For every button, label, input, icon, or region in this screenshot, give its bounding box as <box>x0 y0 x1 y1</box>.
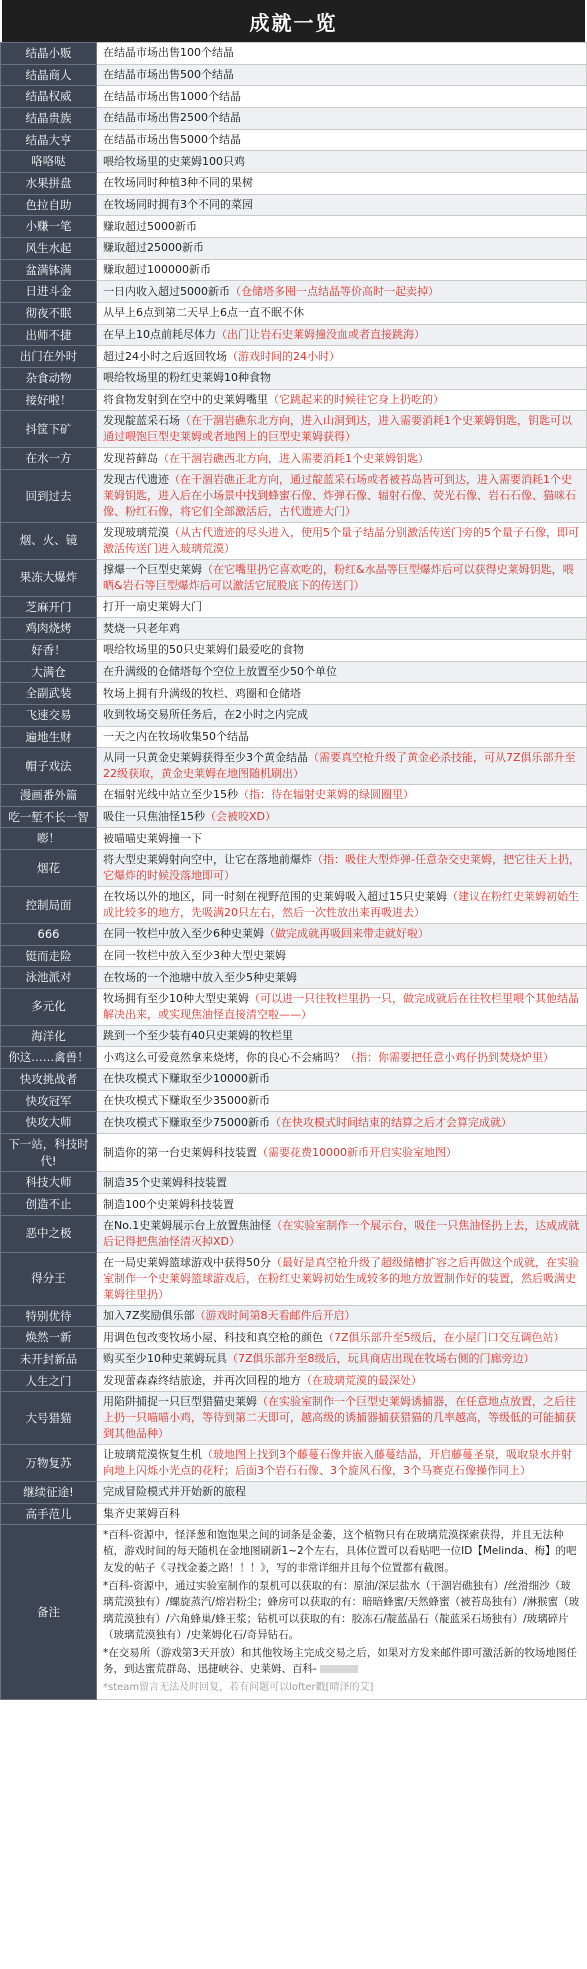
achievement-name: 结晶贵族 <box>1 108 97 130</box>
achievement-row <box>1 324 587 346</box>
achievement-desc <box>97 469 587 522</box>
achievement-row <box>1 748 587 785</box>
achievement-name: 你这……禽兽！ <box>1 1047 97 1069</box>
achievement-name: 风生水起 <box>1 238 97 260</box>
remark-cell <box>97 1525 587 1700</box>
achievement-requirement: 喂给牧场里的50只史莱姆们最爱吃的食物 <box>103 643 304 657</box>
achievement-row <box>1 86 587 108</box>
remark-line: *百科-资源中，通过实验室制作的泵机可以获取的有：原油/深层盐水（干涸岩礁独有）/丝滑细沙（玻璃荒漠独有）/螺旋蒸汽/熔岩粉尘；蜂房可以获取的有：暗暗蜂蜜/天然蜂蜜（被苔岛独有）/淋猴蜜（玻璃荒漠独有）/六角蜂巢/蜂王浆；钻机可以获取的有：胶冻石/靛蓝晶石（靛蓝采石场独有）/玻璃碎片（玻璃荒漠独有）/史莱姆化石/奇异钻石。 <box>103 1580 580 1641</box>
achievement-note: （可以进一只往牧栏里扔一只，做完成就后在往牧栏里喂个其他结晶解决出来，或实现焦油怪直接清空啦——） <box>103 991 579 1021</box>
achievement-name: 鸡肉烧烤 <box>1 618 97 640</box>
achievement-desc <box>97 173 587 195</box>
achievement-requirement: 在牧场以外的地区，同一时刻在视野范围的史莱姆吸入超过15只史莱姆 <box>103 890 447 903</box>
achievement-requirement: 在快攻模式下赚取至少75000新币 <box>103 1115 270 1129</box>
achievement-requirement: 发现靛蓝采石场 <box>103 414 180 428</box>
achievement-desc <box>97 1327 587 1349</box>
achievement-row <box>1 522 587 559</box>
achievement-name: 烟花 <box>1 850 97 887</box>
achievement-requirement: 在一局史莱姆篮球游戏中获得50分 <box>103 1255 271 1269</box>
achievement-name: 大号猎猫 <box>1 1392 97 1445</box>
achievement-row <box>1 988 587 1025</box>
achievement-row <box>1 1327 587 1349</box>
achievement-name: 出师不捷 <box>1 324 97 346</box>
remark-label: 备注 <box>1 1525 97 1700</box>
achievement-table <box>0 42 587 1700</box>
achievement-row <box>1 828 587 850</box>
achievement-name: 吃一堑不长一智 <box>1 806 97 828</box>
achievement-row <box>1 108 587 130</box>
achievement-desc <box>97 639 587 661</box>
achievement-requirement: 用调色包改变牧场小屋、科技和真空枪的颜色 <box>103 1330 323 1344</box>
achievement-row <box>1 346 587 368</box>
achievement-requirement: 赚取超过5000新币 <box>103 219 197 233</box>
achievement-desc <box>97 1503 587 1525</box>
achievement-name: 飞速交易 <box>1 704 97 726</box>
achievement-name: 快攻挑战者 <box>1 1069 97 1091</box>
achievement-row <box>1 1090 587 1112</box>
achievement-row <box>1 1047 587 1069</box>
achievement-row <box>1 785 587 807</box>
achievement-desc <box>97 1069 587 1091</box>
achievement-requirement: 将食物发射到在空中的史莱姆嘴里 <box>103 393 268 407</box>
achievement-note: （在干涸岩礁东北方向，进入山洞到达，进入需要消耗1个史莱姆钥匙，钥匙可以通过喂饱巨型史莱姆或者地图上的巨型史莱姆获得） <box>103 414 572 444</box>
achievement-requirement: 加入7Z奖励俱乐部 <box>103 1308 195 1322</box>
achievement-desc <box>97 683 587 705</box>
achievement-requirement: 发现玻璃荒漠 <box>103 525 169 539</box>
achievement-requirement: 完成冒险模式并开始新的旅程 <box>103 1485 246 1499</box>
achievement-row <box>1 887 587 924</box>
achievement-row <box>1 726 587 748</box>
achievement-requirement: 在辐射光线中站立至少15秒 <box>103 788 238 802</box>
achievement-row <box>1 596 587 618</box>
achievement-desc <box>97 216 587 238</box>
achievement-requirement: 牧场拥有至少10种大型史莱姆 <box>103 991 249 1005</box>
achievement-desc <box>97 64 587 86</box>
achievement-requirement: 在No.1史莱姆展示台上放置焦油怪 <box>103 1218 272 1232</box>
achievement-requirement: 在结晶市场出售5000个结晶 <box>103 133 241 147</box>
achievement-name: 彻夜不眠 <box>1 303 97 325</box>
achievement-name: 烟、火、镜 <box>1 522 97 559</box>
achievement-name: 海洋化 <box>1 1025 97 1047</box>
achievement-name: 嘭！ <box>1 828 97 850</box>
achievement-desc <box>97 1134 587 1172</box>
remark-row <box>1 1525 587 1700</box>
achievement-desc <box>97 1194 587 1216</box>
achievement-requirement: 收到牧场交易所任务后，在2小时之内完成 <box>103 708 308 722</box>
achievement-name: 日进斗金 <box>1 281 97 303</box>
achievement-name: 咯咯哒 <box>1 151 97 173</box>
achievement-requirement: 撑爆一个巨型史莱姆 <box>103 562 202 576</box>
achievement-desc <box>97 1215 587 1252</box>
achievement-requirement: 在牧场的一个池塘中放入至少5种史莱姆 <box>103 970 297 984</box>
achievement-row <box>1 411 587 448</box>
achievement-requirement: 超过24小时之后返回牧场 <box>103 349 227 363</box>
achievement-desc <box>97 806 587 828</box>
achievement-name: 控制局面 <box>1 887 97 924</box>
achievement-desc <box>97 1172 587 1194</box>
achievement-note: （在玻璃荒漠的最深处） <box>301 1373 422 1387</box>
achievement-requirement: 购买至少10种史莱姆玩具 <box>103 1352 227 1366</box>
achievement-desc <box>97 368 587 390</box>
achievement-row <box>1 151 587 173</box>
achievement-row <box>1 1172 587 1194</box>
achievement-name: 在水一方 <box>1 448 97 470</box>
achievement-name: 遍地生财 <box>1 726 97 748</box>
achievement-requirement: 在结晶市场出售2500个结晶 <box>103 111 241 125</box>
achievement-row <box>1 368 587 390</box>
achievement-name: 666 <box>1 923 97 945</box>
achievement-desc <box>97 259 587 281</box>
blurred-text <box>320 1665 358 1673</box>
achievement-row <box>1 216 587 238</box>
achievement-requirement: 一日内收入超过5000新币 <box>103 284 230 298</box>
achievement-requirement: 在结晶市场出售500个结晶 <box>103 68 234 82</box>
achievement-requirement: 发现蕾森森终结旅途，并再次回程的地方 <box>103 1373 301 1387</box>
achievement-name: 大满仓 <box>1 661 97 683</box>
achievement-note: （在干涸岩礁正北方向，通过靛蓝采石场或者被苔岛皆可到达，进入需要消耗1个史莱姆钥匙，进入后在小场景中找到蜂蜜石像、炸弹石像、辐射石像、荧光石像、岩石石像、猫咪石像、粉红石像，将它们全部激活后，古代遗迹大门） <box>103 472 576 518</box>
achievement-name: 果冻大爆炸 <box>1 559 97 596</box>
achievement-name: 万物复苏 <box>1 1445 97 1482</box>
remark-line-text: *在交易所（游戏第3天开放）和其他牧场主完成交易之后，如果对方发来邮件即可激活新的牧场地图任务，到达蜜荒群岛、迅捷峡谷、史莱姆、百科- <box>103 1647 577 1676</box>
achievement-desc <box>97 596 587 618</box>
achievement-row <box>1 1252 587 1305</box>
achievement-desc <box>97 785 587 807</box>
achievement-note: （建议在粉红史莱姆初始生成比较多的地方，先吸满20只左右，然后一次性放出来再吸进去） <box>103 890 579 919</box>
achievement-desc <box>97 411 587 448</box>
achievement-name: 焕然一新 <box>1 1327 97 1349</box>
achievement-name: 多元化 <box>1 988 97 1025</box>
achievement-row <box>1 1025 587 1047</box>
achievement-requirement: 打开一扇史莱姆大门 <box>103 599 202 613</box>
achievement-row <box>1 1392 587 1445</box>
achievement-row <box>1 559 587 596</box>
achievement-name: 结晶大亨 <box>1 129 97 151</box>
achievement-name: 结晶小贩 <box>1 43 97 65</box>
achievement-desc <box>97 151 587 173</box>
achievement-row <box>1 1348 587 1370</box>
achievement-note: （游戏时间的24小时） <box>227 349 340 363</box>
page-title: 成就一览 <box>0 0 587 42</box>
achievement-desc <box>97 86 587 108</box>
achievement-name: 色拉自助 <box>1 194 97 216</box>
achievement-name: 漫画番外篇 <box>1 785 97 807</box>
achievement-requirement: 在牧场同时拥有3个不同的菜园 <box>103 198 253 212</box>
achievement-name: 接好啦！ <box>1 389 97 411</box>
achievement-desc <box>97 945 587 967</box>
achievement-row <box>1 194 587 216</box>
achievement-desc <box>97 522 587 559</box>
achievement-note: （它跳起来的时候往它身上扔吃的） <box>268 393 444 407</box>
achievement-name: 得分王 <box>1 1252 97 1305</box>
achievement-row <box>1 303 587 325</box>
achievement-requirement: 跳到一个至少装有40只史莱姆的牧栏里 <box>103 1029 293 1043</box>
achievement-requirement: 集齐史莱姆百科 <box>103 1506 180 1520</box>
achievement-requirement: 发现古代遗迹 <box>103 472 169 486</box>
achievement-note: （游戏时间第8天看邮件后开启） <box>194 1308 356 1322</box>
achievement-desc <box>97 1305 587 1327</box>
achievement-row <box>1 967 587 989</box>
achievement-row <box>1 850 587 887</box>
achievement-row <box>1 1503 587 1525</box>
achievement-name: 人生之门 <box>1 1370 97 1392</box>
achievement-name: 抖筐下矿 <box>1 411 97 448</box>
achievement-row <box>1 43 587 65</box>
achievement-name: 回到过去 <box>1 469 97 522</box>
achievement-row <box>1 1194 587 1216</box>
achievement-desc <box>97 1252 587 1305</box>
achievement-note: （指：待在辐射史莱姆的绿圆圈里） <box>238 788 414 802</box>
achievement-desc <box>97 281 587 303</box>
achievement-desc <box>97 887 587 924</box>
achievement-note: （仓储塔多囤一点结晶等价高时一起卖掉） <box>230 284 439 298</box>
achievement-desc <box>97 43 587 65</box>
achievement-requirement: 在快攻模式下赚取至少35000新币 <box>103 1094 270 1108</box>
achievement-row <box>1 1370 587 1392</box>
achievement-requirement: 吸住一只焦油怪15秒 <box>103 810 205 824</box>
achievement-name: 恶中之极 <box>1 1215 97 1252</box>
achievement-row <box>1 1069 587 1091</box>
achievement-requirement: 从同一只黄金史莱姆获得至少3个黄金结晶 <box>103 751 308 765</box>
achievement-requirement: 在升满级的仓储塔每个空位上放置至少50个单位 <box>103 664 337 678</box>
achievement-row <box>1 923 587 945</box>
achievement-requirement: 在同一牧栏中放入至少3种大型史莱姆 <box>103 948 286 962</box>
achievement-name: 泳池派对 <box>1 967 97 989</box>
achievement-name: 出门在外时 <box>1 346 97 368</box>
achievement-desc <box>97 1481 587 1503</box>
achievement-requirement: 在早上10点前耗尽体力 <box>103 328 216 342</box>
achievement-note: （在快攻模式时间结束的结算之后才会算完成就） <box>270 1115 512 1129</box>
achievement-desc <box>97 389 587 411</box>
achievement-row <box>1 661 587 683</box>
achievement-note: （会被咬XD） <box>205 810 277 824</box>
achievement-desc <box>97 448 587 470</box>
achievement-row <box>1 259 587 281</box>
achievement-name: 继续征途! <box>1 1481 97 1503</box>
achievement-requirement: 将大型史莱姆射向空中，让它在落地前爆炸 <box>103 853 312 867</box>
achievement-note: （在干涸岩礁西北方向，进入需要消耗1个史莱姆钥匙） <box>158 451 429 465</box>
achievement-note: （需要真空枪升级了黄金必杀技能，可从7Z俱乐部升至22级获取，黄金史莱姆在地图随机刷出） <box>103 751 576 781</box>
achievement-row <box>1 1305 587 1327</box>
achievement-row <box>1 129 587 151</box>
achievement-row <box>1 1112 587 1134</box>
achievement-desc <box>97 828 587 850</box>
achievement-row <box>1 238 587 260</box>
achievement-desc <box>97 618 587 640</box>
achievement-desc <box>97 1370 587 1392</box>
achievement-row <box>1 64 587 86</box>
achievement-name: 全副武装 <box>1 683 97 705</box>
achievement-requirement: 发现苔藓岛 <box>103 451 158 465</box>
achievement-requirement: 喂给牧场里的粉红史莱姆10种食物 <box>103 371 271 385</box>
achievement-note: （出门让岩石史莱姆撞没血或者直接跳海） <box>216 328 425 342</box>
achievement-desc <box>97 967 587 989</box>
achievement-desc <box>97 726 587 748</box>
achievement-requirement: 在结晶市场出售100个结晶 <box>103 46 234 60</box>
achievement-row <box>1 389 587 411</box>
achievement-requirement: 焚烧一只老年鸡 <box>103 621 180 635</box>
achievement-desc <box>97 1047 587 1069</box>
achievement-name: 水果拼盘 <box>1 173 97 195</box>
remark-footer: *steam留言无法及时回复，若有问题可以lofter戳[晴泽的艾] <box>103 1681 374 1693</box>
achievement-desc <box>97 1392 587 1445</box>
achievement-desc <box>97 108 587 130</box>
achievement-name: 杂食动物 <box>1 368 97 390</box>
achievement-note: （从古代遗迹的尽头进入，使用5个量子结晶分别激活传送门旁的5个量子石像，即可激活传送门进入玻璃荒漠） <box>103 525 579 555</box>
achievement-requirement: 喂给牧场里的史莱姆100只鸡 <box>103 154 245 168</box>
remark-line: *百科-资源中，怪泽葱和饱饱果之间的词条是金萎，这个植物只有在玻璃荒漠探索获得，并且无法种植，游戏时间的每天随机在金地图刷新1~2个左右，具体位置可以看贴吧一位ID【Melinda、梅】的吧友发的帖子《寻找金萎之路！！！》，写的非常详细并且每个位置都有截图。 <box>103 1529 577 1574</box>
achievement-row <box>1 618 587 640</box>
achievement-note: （做完成就再吸回来带走就好啦） <box>264 927 429 941</box>
achievement-note: （在实验室制作一个巨型史莱姆诱捕器，在任意地点放置，之后往上扔一只喵喵小鸡，等待到第二天即可，越高级的诱捕器捕获猎猫的几率越高，等级低的可能捕获到其他品种） <box>103 1395 576 1441</box>
achievement-note: （7Z俱乐部升至8级后，玩具商店出现在牧场右侧的门廊旁边） <box>227 1352 535 1366</box>
achievement-name: 盆满钵满 <box>1 259 97 281</box>
achievement-note: （指：吸住大型炸弹-任意杂交史莱姆，把它往天上扔，它爆炸的时候没落地即可） <box>103 853 580 883</box>
achievement-name: 铤而走险 <box>1 945 97 967</box>
achievement-desc <box>97 1090 587 1112</box>
achievement-note: （在实验室制作一个展示台，吸住一只焦油怪扔上去，达成成就后记得把焦油怪清灭掉XD） <box>103 1218 580 1248</box>
achievement-row <box>1 173 587 195</box>
achievement-name: 特别优待 <box>1 1305 97 1327</box>
achievement-name: 快攻冠军 <box>1 1090 97 1112</box>
achievement-row <box>1 704 587 726</box>
achievement-desc <box>97 1445 587 1482</box>
achievement-desc <box>97 1025 587 1047</box>
achievement-note: （在它嘴里扔它喜欢吃的，粉红&水晶等巨型爆炸后可以获得史莱姆钥匙，喂晒&岩石等巨型爆炸后可以激活它屁股底下的传送门） <box>103 562 574 592</box>
achievement-row <box>1 639 587 661</box>
achievement-row <box>1 469 587 522</box>
achievement-name: 下一站，科技时代! <box>1 1134 97 1172</box>
achievement-requirement: 用陷阱捕捉一只巨型猎猫史莱姆 <box>103 1395 257 1409</box>
achievement-note: （玻地图上找到3个藤蔓石像并嵌入藤蔓结晶，开启藤蔓圣泉，吸取泉水并射向地上闪烁小光点的花籽；后面3个岩石石像、3个旋风石像，3个马赛克石像操作同上） <box>103 1448 572 1477</box>
achievement-desc <box>97 346 587 368</box>
achievement-name: 帽子戏法 <box>1 748 97 785</box>
achievement-note: （7Z俱乐部升至5级后，在小屋门口交互调色站） <box>323 1330 565 1344</box>
achievement-requirement: 在同一牧栏中放入至少6种史莱姆 <box>103 927 264 941</box>
achievement-row <box>1 683 587 705</box>
achievement-row <box>1 1445 587 1482</box>
achievement-desc <box>97 1348 587 1370</box>
achievement-row <box>1 281 587 303</box>
achievement-requirement: 牧场上拥有升满级的牧栏、鸡圈和仓储塔 <box>103 686 301 700</box>
achievement-name: 芝麻开门 <box>1 596 97 618</box>
achievement-requirement: 被喵喵史莱姆撞一下 <box>103 831 202 845</box>
achievement-name: 未开封新品 <box>1 1348 97 1370</box>
achievement-row <box>1 806 587 828</box>
achievement-note: （最好是真空枪升级了超级储槽扩容之后再做这个成就，在实验室制作一个史莱姆篮球游戏后，在粉红史莱姆初始生成较多的地方放置制作好的装置，然后吸满史莱姆往里扔） <box>103 1255 579 1301</box>
achievement-desc <box>97 704 587 726</box>
achievement-name: 小赚一笔 <box>1 216 97 238</box>
achievement-desc <box>97 324 587 346</box>
achievement-desc <box>97 850 587 887</box>
achievement-desc <box>97 1112 587 1134</box>
achievement-name: 科技大师 <box>1 1172 97 1194</box>
achievement-requirement: 制造你的第一台史莱姆科技装置 <box>103 1145 257 1159</box>
achievement-requirement: 小鸡这么可爱竟然拿来烧烤，你的良心不会痛吗？ <box>103 1050 345 1064</box>
achievement-requirement: 赚取超过100000新币 <box>103 263 211 277</box>
achievement-row <box>1 448 587 470</box>
achievement-requirement: 在牧场同时种植3种不同的果树 <box>103 176 253 190</box>
achievement-desc <box>97 129 587 151</box>
achievement-row <box>1 1134 587 1172</box>
achievement-requirement: 在快攻模式下赚取至少10000新币 <box>103 1072 270 1086</box>
achievement-row <box>1 1481 587 1503</box>
achievement-requirement: 制造100个史莱姆科技装置 <box>103 1197 234 1211</box>
remark-line <box>103 1645 580 1678</box>
achievement-requirement: 赚取超过25000新币 <box>103 241 204 255</box>
achievement-desc <box>97 303 587 325</box>
achievement-note: （需要花费10000新币开启实验室地图） <box>257 1145 457 1159</box>
achievement-requirement: 一天之内在牧场收集50个结晶 <box>103 729 249 743</box>
achievement-row <box>1 945 587 967</box>
achievement-desc <box>97 661 587 683</box>
achievement-name: 快攻大师 <box>1 1112 97 1134</box>
achievement-desc <box>97 748 587 785</box>
achievement-name: 创造不止 <box>1 1194 97 1216</box>
achievement-desc <box>97 988 587 1025</box>
achievement-desc <box>97 238 587 260</box>
achievement-desc <box>97 559 587 596</box>
achievement-name: 高手范儿 <box>1 1503 97 1525</box>
achievement-row <box>1 1215 587 1252</box>
achievement-requirement: 制造35个史莱姆科技装置 <box>103 1175 227 1189</box>
achievement-note: （指：你需要把任意小鸡仔扔到焚烧炉里） <box>345 1050 554 1064</box>
achievement-name: 好香！ <box>1 639 97 661</box>
achievement-requirement: 让玻璃荒漠恢复生机 <box>103 1448 202 1461</box>
achievement-desc <box>97 194 587 216</box>
achievement-name: 结晶权威 <box>1 86 97 108</box>
achievement-requirement: 从早上6点到第二天早上6点一直不眠不休 <box>103 306 304 320</box>
achievement-desc <box>97 923 587 945</box>
achievement-name: 结晶商人 <box>1 64 97 86</box>
achievement-requirement: 在结晶市场出售1000个结晶 <box>103 89 241 103</box>
